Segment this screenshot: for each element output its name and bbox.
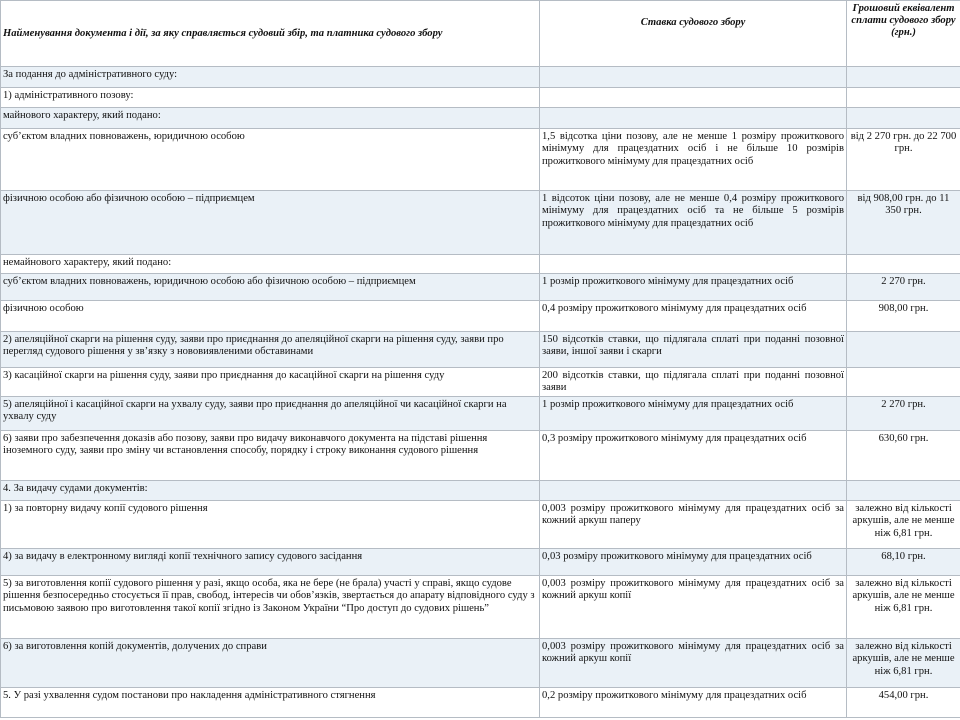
- row-name-cell: фізичною особою або фізичною особою – підприємцем: [1, 191, 540, 255]
- row-name-cell: 6) заяви про забезпечення доказів або позову, заяви про видачу виконавчого документа на підставі рішення іноземного суду, заяви про зміну чи встановлення способу, порядку і строку виконання судового рішення: [1, 431, 540, 481]
- row-name-cell: суб’єктом владних повноважень, юридичною особою або фізичною особою – підприємцем: [1, 274, 540, 301]
- table-row: [1, 549, 960, 576]
- row-rate-cell: [540, 255, 847, 274]
- table-row: [1, 88, 960, 108]
- table-row: [1, 639, 960, 688]
- row-rate-cell: 0,3 розміру прожиткового мінімуму для працездатних осіб: [540, 431, 847, 481]
- row-rate-cell: 1,5 відсотка ціни позову, але не менше 1 розміру прожиткового мінімуму для працездатних осіб і не більше 10 розмірів прожиткового мінімуму для працездатних осіб: [540, 129, 847, 191]
- table-row: [1, 431, 960, 481]
- row-name-cell: майнового характеру, який подано:: [1, 108, 540, 129]
- row-rate-cell: 0,003 розміру прожиткового мінімуму для працездатних осіб за кожний аркуш паперу: [540, 501, 847, 549]
- row-rate-cell: [540, 67, 847, 88]
- row-amount-cell: залежно від кількості аркушів, але не менше ніж 6,81 грн.: [847, 576, 960, 639]
- row-name-cell: 5. У разі ухвалення судом постанови про накладення адміністративного стягнення: [1, 688, 540, 718]
- row-rate-cell: 0,4 розміру прожиткового мінімуму для працездатних осіб: [540, 301, 847, 332]
- header-row: [1, 1, 960, 67]
- table-row: [1, 255, 960, 274]
- row-rate-cell: 0,003 розміру прожиткового мінімуму для працездатних осіб за кожний аркуш копії: [540, 639, 847, 688]
- row-name-cell: немайнового характеру, який подано:: [1, 255, 540, 274]
- row-rate-cell: 0,03 розміру прожиткового мінімуму для працездатних осіб: [540, 549, 847, 576]
- table-row: [1, 368, 960, 397]
- row-name-cell: 2) апеляційної скарги на рішення суду, заяви про приєднання до апеляційної скарги на рішення суду, заяви про перегляд судового рішення у зв’язку з нововиявленими обставинами: [1, 332, 540, 368]
- table-row: [1, 397, 960, 431]
- row-amount-cell: [847, 332, 960, 368]
- row-amount-cell: залежно від кількості аркушів, але не менше ніж 6,81 грн.: [847, 639, 960, 688]
- row-name-cell: 4) за видачу в електронному вигляді копії технічного запису судового засідання: [1, 549, 540, 576]
- row-rate-cell: 150 відсотків ставки, що підлягала сплаті при поданні позовної заяви, іншої заяви і скарги: [540, 332, 847, 368]
- row-amount-cell: від 908,00 грн. до 11 350 грн.: [847, 191, 960, 255]
- row-name-cell: 4. За видачу судами документів:: [1, 481, 540, 501]
- row-rate-cell: 1 розмір прожиткового мінімуму для працездатних осіб: [540, 274, 847, 301]
- row-rate-cell: [540, 108, 847, 129]
- row-name-cell: 1) адміністративного позову:: [1, 88, 540, 108]
- row-amount-cell: [847, 255, 960, 274]
- row-name-cell: 5) апеляційної і касаційної скарги на ухвалу суду, заяви про приєднання до апеляційної чи касаційної скарги на ухвалу суду: [1, 397, 540, 431]
- row-name-cell: 6) за виготовлення копій документів, долучених до справи: [1, 639, 540, 688]
- row-rate-cell: 1 відсоток ціни позову, але не менше 0,4 розміру прожиткового мінімуму для працездатних осіб та не більше 5 розмірів прожиткового мінімуму для працездатних осіб: [540, 191, 847, 255]
- header-amount: Грошовий еквівалент сплати судового збору (грн.): [847, 1, 960, 67]
- row-amount-cell: [847, 67, 960, 88]
- row-name-cell: За подання до адміністративного суду:: [1, 67, 540, 88]
- row-amount-cell: [847, 481, 960, 501]
- row-rate-cell: 0,2 розміру прожиткового мінімуму для працездатних осіб: [540, 688, 847, 718]
- table-row: [1, 688, 960, 718]
- row-amount-cell: [847, 108, 960, 129]
- row-rate-cell: 200 відсотків ставки, що підлягала сплаті при поданні позовної заяви: [540, 368, 847, 397]
- row-name-cell: фізичною особою: [1, 301, 540, 332]
- row-amount-cell: 630,60 грн.: [847, 431, 960, 481]
- row-name-cell: 5) за виготовлення копії судового рішення у разі, якщо особа, яка не бере (не брала) участі у справі, якщо судове рішення безпосередньо стосується її прав, свобод, інтересів чи обов’язків, звертається до апарату відповідного суду з письмовою заявою про виготовлення такої копії згідно із Законом України “Про доступ до судових рішень”: [1, 576, 540, 639]
- header-document-name: Найменування документа і дії, за яку справляється судовий збір, та платника судового збору: [1, 1, 540, 67]
- row-amount-cell: 908,00 грн.: [847, 301, 960, 332]
- row-rate-cell: [540, 88, 847, 108]
- table-row: [1, 501, 960, 549]
- row-amount-cell: 454,00 грн.: [847, 688, 960, 718]
- table-row: [1, 67, 960, 88]
- row-rate-cell: 0,003 розміру прожиткового мінімуму для працездатних осіб за кожний аркуш копії: [540, 576, 847, 639]
- row-amount-cell: [847, 368, 960, 397]
- row-amount-cell: 2 270 грн.: [847, 397, 960, 431]
- table-row: [1, 191, 960, 255]
- row-amount-cell: від 2 270 грн. до 22 700 грн.: [847, 129, 960, 191]
- row-amount-cell: [847, 88, 960, 108]
- table-row: [1, 108, 960, 129]
- table-row: [1, 129, 960, 191]
- header-fee-rate: Ставка судового збору: [540, 1, 847, 67]
- row-rate-cell: 1 розмір прожиткового мінімуму для працездатних осіб: [540, 397, 847, 431]
- table-row: [1, 301, 960, 332]
- table-row: [1, 576, 960, 639]
- row-amount-cell: залежно від кількості аркушів, але не менше ніж 6,81 грн.: [847, 501, 960, 549]
- row-amount-cell: 2 270 грн.: [847, 274, 960, 301]
- row-amount-cell: 68,10 грн.: [847, 549, 960, 576]
- table-row: [1, 274, 960, 301]
- row-name-cell: 3) касаційної скарги на рішення суду, заяви про приєднання до касаційної скарги на рішення суду: [1, 368, 540, 397]
- row-name-cell: 1) за повторну видачу копії судового рішення: [1, 501, 540, 549]
- row-name-cell: суб’єктом владних повноважень, юридичною особою: [1, 129, 540, 191]
- row-rate-cell: [540, 481, 847, 501]
- table-row: [1, 481, 960, 501]
- table-row: [1, 332, 960, 368]
